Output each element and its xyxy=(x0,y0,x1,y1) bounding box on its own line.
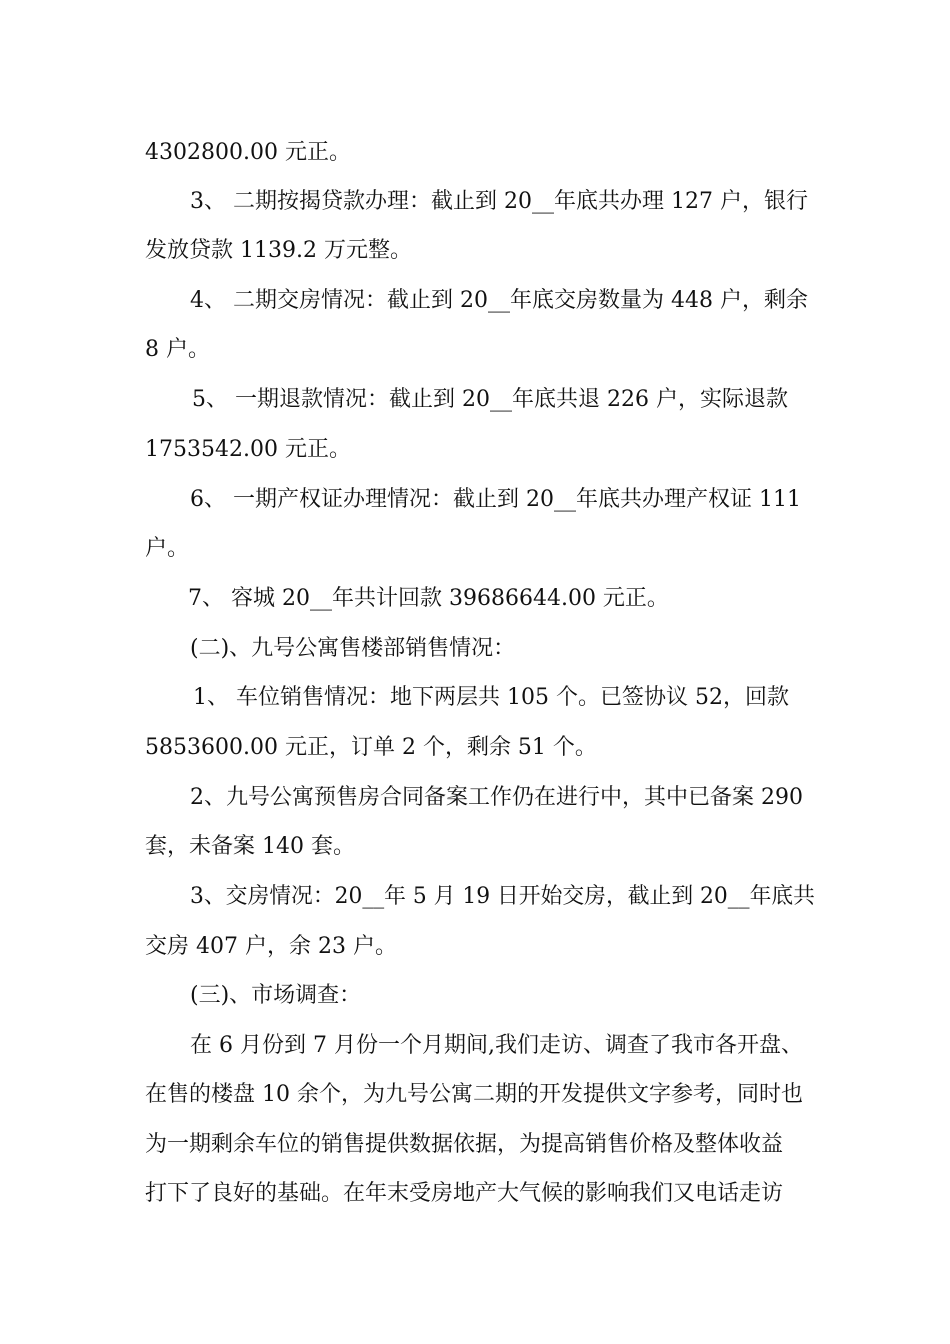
text-line-9: 户。 xyxy=(145,536,190,561)
text-line-14: 2、九号公寓预售房合同备案工作仍在进行中，其中已备案 290 xyxy=(190,785,803,810)
text-line-10: 7、 容城 20__年共计回款 39686644.00 元正。 xyxy=(188,586,669,611)
text-line-17: 交房 407 户，余 23 户。 xyxy=(145,934,397,959)
section-heading-3: (三)、市场调查： xyxy=(190,983,362,1008)
text-line-15: 套，未备案 140 套。 xyxy=(145,834,355,859)
text-line-12: 1、 车位销售情况：地下两层共 105 个。已签协议 52，回款 xyxy=(193,685,789,710)
text-line-2: 3、 二期按揭贷款办理：截止到 20__年底共办理 127 户，银行 xyxy=(190,189,808,214)
text-line-8: 6、 一期产权证办理情况：截止到 20__年底共办理产权证 111 xyxy=(190,487,801,512)
text-line-22: 打下了良好的基础。在年末受房地产大气候的影响我们又电话走访 xyxy=(145,1181,784,1206)
text-line-1: 4302800.00 元正。 xyxy=(145,140,351,165)
text-line-3: 发放贷款 1139.2 万元整。 xyxy=(145,238,412,263)
text-line-19: 在 6 月份到 7 月份一个月期间,我们走访、调查了我市各开盘、 xyxy=(190,1033,803,1058)
text-line-13: 5853600.00 元正，订单 2 个，剩余 51 个。 xyxy=(145,735,597,760)
text-line-5: 8 户。 xyxy=(145,337,210,362)
text-line-16: 3、交房情况：20__年 5 月 19 日开始交房，截止到 20__年底共 xyxy=(190,884,815,909)
text-line-7: 1753542.00 元正。 xyxy=(145,437,351,462)
text-line-6: 5、 一期退款情况：截止到 20__年底共退 226 户，实际退款 xyxy=(192,387,788,412)
text-line-21: 为一期剩余车位的销售提供数据依据，为提高销售价格及整体收益 xyxy=(145,1132,784,1157)
text-line-20: 在售的楼盘 10 余个，为九号公寓二期的开发提供文字参考，同时也 xyxy=(145,1082,803,1107)
section-heading-2: (二)、九号公寓售楼部销售情况： xyxy=(190,636,516,661)
text-line-4: 4、 二期交房情况：截止到 20__年底交房数量为 448 户，剩余 xyxy=(190,288,808,313)
